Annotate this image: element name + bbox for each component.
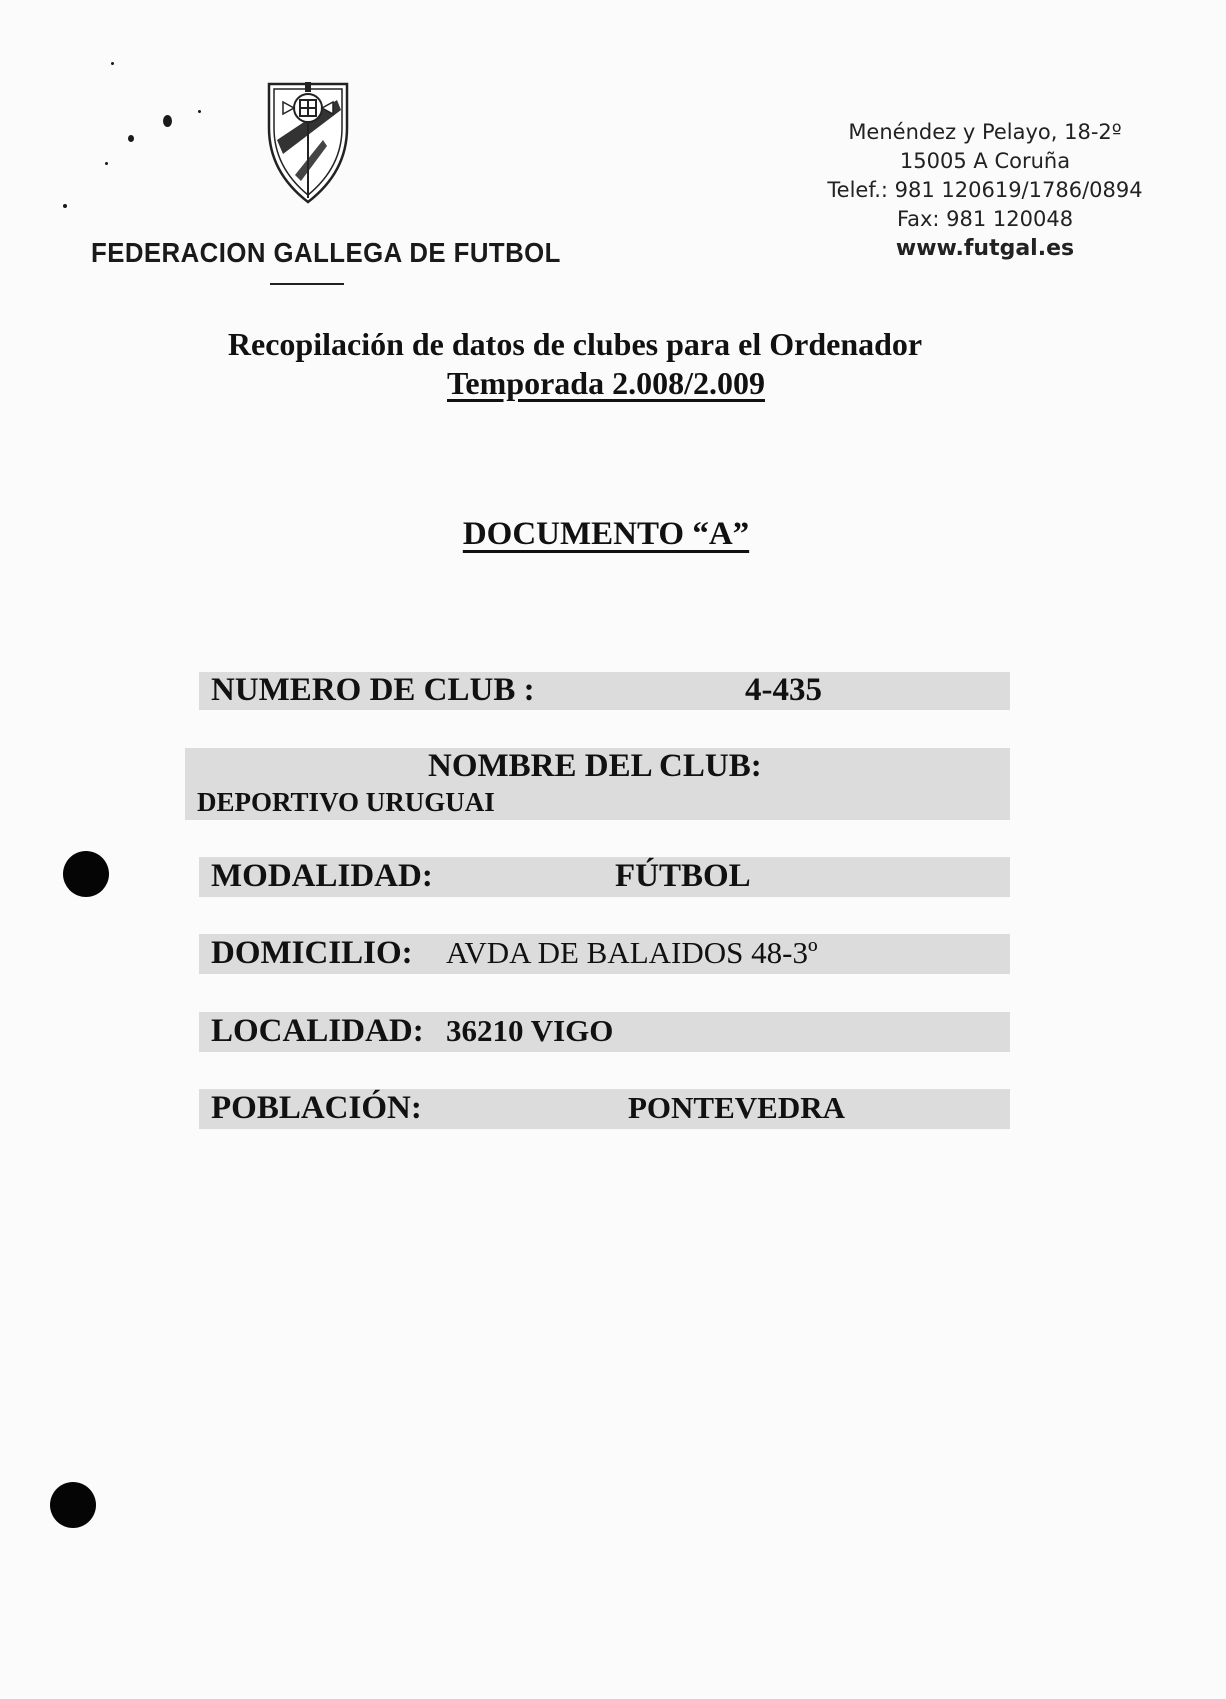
season-text: Temporada 2.008/2.009: [447, 365, 765, 401]
organization-name: FEDERACION GALLEGA DE FUTBOL: [91, 237, 561, 268]
punch-hole-icon: [50, 1482, 96, 1528]
contact-block: [820, 118, 1150, 263]
localidad-label: LOCALIDAD:: [211, 1013, 424, 1049]
poblacion-label: POBLACIÓN:: [211, 1090, 422, 1126]
modalidad-value: FÚTBOL: [615, 858, 751, 894]
organization-underline: [270, 283, 344, 285]
scan-speck: [198, 110, 201, 113]
modalidad-label: MODALIDAD:: [211, 858, 433, 894]
scan-speck: [63, 204, 67, 208]
scan-speck: [163, 115, 172, 127]
document-title: Recopilación de datos de clubes para el Ordenador: [227, 326, 923, 362]
document-label: [0, 516, 1212, 553]
scan-speck: [111, 62, 114, 65]
club-number-label: NUMERO DE CLUB :: [211, 672, 535, 708]
club-number-value: 4-435: [745, 672, 822, 708]
scan-speck: [105, 162, 108, 165]
address-line: Menéndez y Pelayo, 18-2º: [848, 120, 1122, 144]
website-link[interactable]: www.futgal.es: [895, 236, 1075, 261]
punch-hole-icon: [63, 851, 109, 897]
club-name-value: DEPORTIVO URUGUAI: [197, 787, 495, 817]
domicilio-label: DOMICILIO:: [211, 935, 413, 971]
city-line: 15005 A Coruña: [899, 149, 1071, 173]
federation-crest-icon: [265, 80, 351, 205]
document-label-text: DOCUMENTO “A”: [462, 516, 750, 552]
season-heading: [0, 364, 1212, 402]
scan-speck: [128, 135, 134, 142]
fax-line: Fax: 981 120048: [896, 207, 1074, 231]
poblacion-value: PONTEVEDRA: [628, 1090, 846, 1125]
domicilio-value: AVDA DE BALAIDOS 48-3º: [446, 935, 818, 970]
phone-line: Telef.: 981 120619/1786/0894: [827, 178, 1143, 202]
club-name-label: NOMBRE DEL CLUB:: [428, 748, 762, 784]
localidad-value: 36210 VIGO: [446, 1013, 614, 1048]
